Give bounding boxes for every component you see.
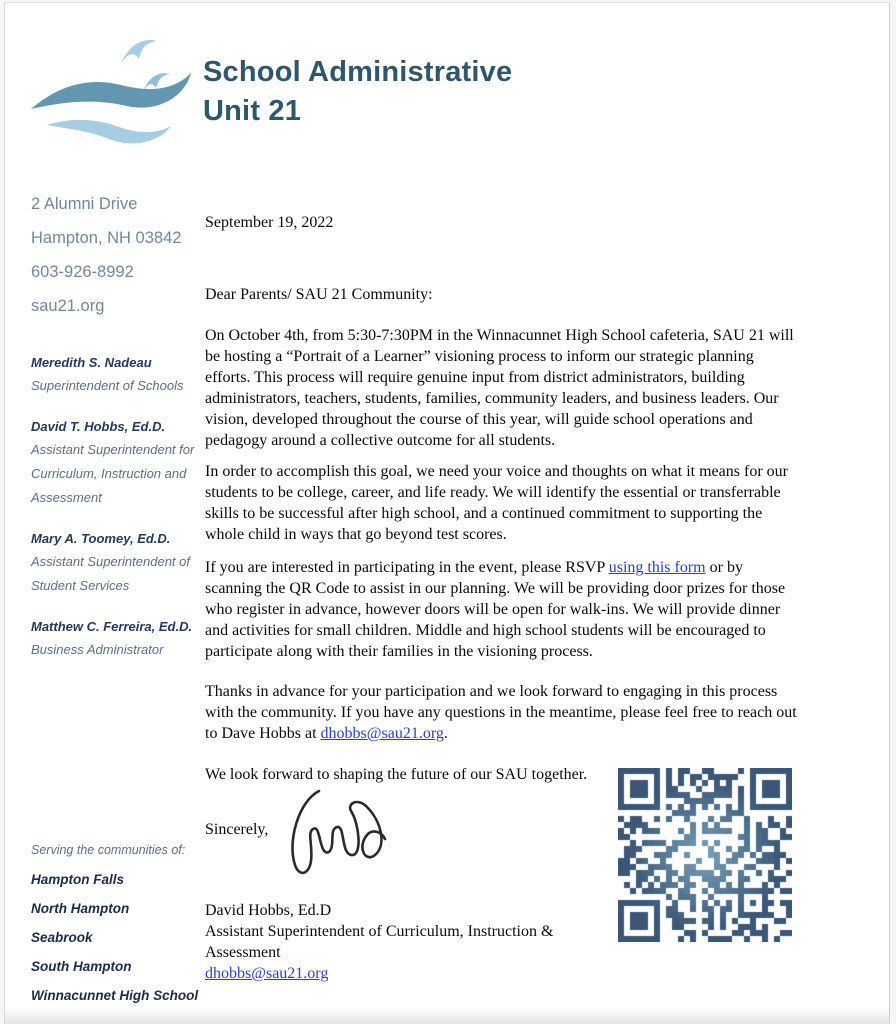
letter-salutation: Dear Parents/ SAU 21 Community: [205, 286, 433, 303]
letter-paragraph-3 [205, 557, 797, 662]
paragraph-text: Thanks in advance for your participation and we look forward to engaging in this process with the community. If you have any questions in the meantime, please feel free to reach out to Dave Hobbs at [205, 683, 797, 742]
staff-entry [31, 615, 203, 662]
page-bottom-shadow [5, 1008, 889, 1024]
letter-paragraph-1: On October 4th, from 5:30-7:30PM in the Winnacunnet High School cafeteria, SAU 21 will be hosting a “Portrait of a Learner” visioning process to inform our strategic planning efforts. This process will require genuine input from district administrators, building administrators, teachers, students, families, community leaders, and business leaders. Our vision, developed throughout the course of this year, will guide school operations and pedagogy around a collective outcome for all students. [205, 327, 794, 449]
letter-paragraph-2: In order to accomplish this goal, we need your voice and thoughts on what it means for our students to be college, career, and life ready. We will identify the essential or transferrable skills to be successful after high school, and a continued commitment to supporting the whole child in ways that go beyond test scores. [205, 463, 788, 543]
communities-heading: Serving the communities of: [31, 843, 186, 857]
dhobbs-email-link[interactable]: dhobbs@sau21.org [320, 725, 444, 742]
gull-icon [121, 40, 157, 63]
rsvp-qr-code [618, 768, 792, 942]
address-line: 603-926-8992 [31, 263, 134, 281]
signature-block [205, 900, 620, 984]
sau21-logo-icon [25, 29, 195, 155]
address-line: sau21.org [31, 297, 105, 315]
community-item: Winnacunnet High School [31, 988, 199, 1003]
staff-role: Business Administrator [31, 642, 164, 657]
org-address [31, 187, 181, 323]
paragraph-text: or by scanning the QR Code to assist in our planning. We will be providing door prizes for those who register in advance, however doors will be open for walk-ins. We will provide dinner and activities for small children. Middle and high school students will be encouraged to participate along with their families in the visioning process. [205, 559, 786, 660]
letter-page [4, 2, 890, 1024]
staff-role: Assistant Superintendent of Student Services [31, 554, 190, 593]
paragraph-text: If you are interested in participating in the event, please RSVP [205, 559, 609, 576]
paragraph-text: . [443, 725, 448, 742]
staff-entry [31, 415, 203, 510]
wave-icon [31, 73, 191, 109]
staff-name: Meredith S. Nadeau [31, 355, 152, 370]
org-title-line2: Unit 21 [203, 95, 302, 127]
staff-list [31, 351, 203, 679]
community-item: Seabrook [31, 930, 93, 945]
signer-name: David Hobbs, Ed.D [205, 902, 332, 919]
community-item: Hampton Falls [31, 872, 125, 887]
community-item: South Hampton [31, 959, 132, 974]
address-line: Hampton, NH 03842 [31, 229, 182, 247]
org-title [203, 53, 512, 131]
signer-title: Assistant Superintendent of Curriculum, Instruction & Assessment [205, 923, 554, 961]
staff-role: Superintendent of Schools [31, 378, 184, 393]
staff-role: Assistant Superintendent for Curriculum, Instruction and Assessment [31, 442, 195, 505]
staff-entry [31, 351, 203, 398]
staff-name: David T. Hobbs, Ed.D. [31, 419, 166, 434]
communities-list [31, 843, 211, 1017]
letter-paragraph-4 [205, 681, 797, 744]
signoff-email-link[interactable]: dhobbs@sau21.org [205, 965, 329, 982]
letter-date: September 19, 2022 [205, 214, 334, 231]
letter-sincerely: Sincerely, [205, 821, 269, 838]
letter-closing-line: We look forward to shaping the future of our SAU together. [205, 766, 588, 783]
staff-name: Matthew C. Ferreira, Ed.D. [31, 619, 193, 634]
address-line: 2 Alumni Drive [31, 195, 138, 213]
community-item: North Hampton [31, 901, 130, 916]
staff-name: Mary A. Toomey, Ed.D. [31, 531, 171, 546]
staff-entry [31, 527, 203, 598]
rsvp-form-link[interactable]: using this form [608, 559, 706, 576]
org-title-line1: School Administrative [203, 56, 513, 88]
wave-icon [47, 120, 171, 144]
signature-icon [275, 783, 420, 911]
